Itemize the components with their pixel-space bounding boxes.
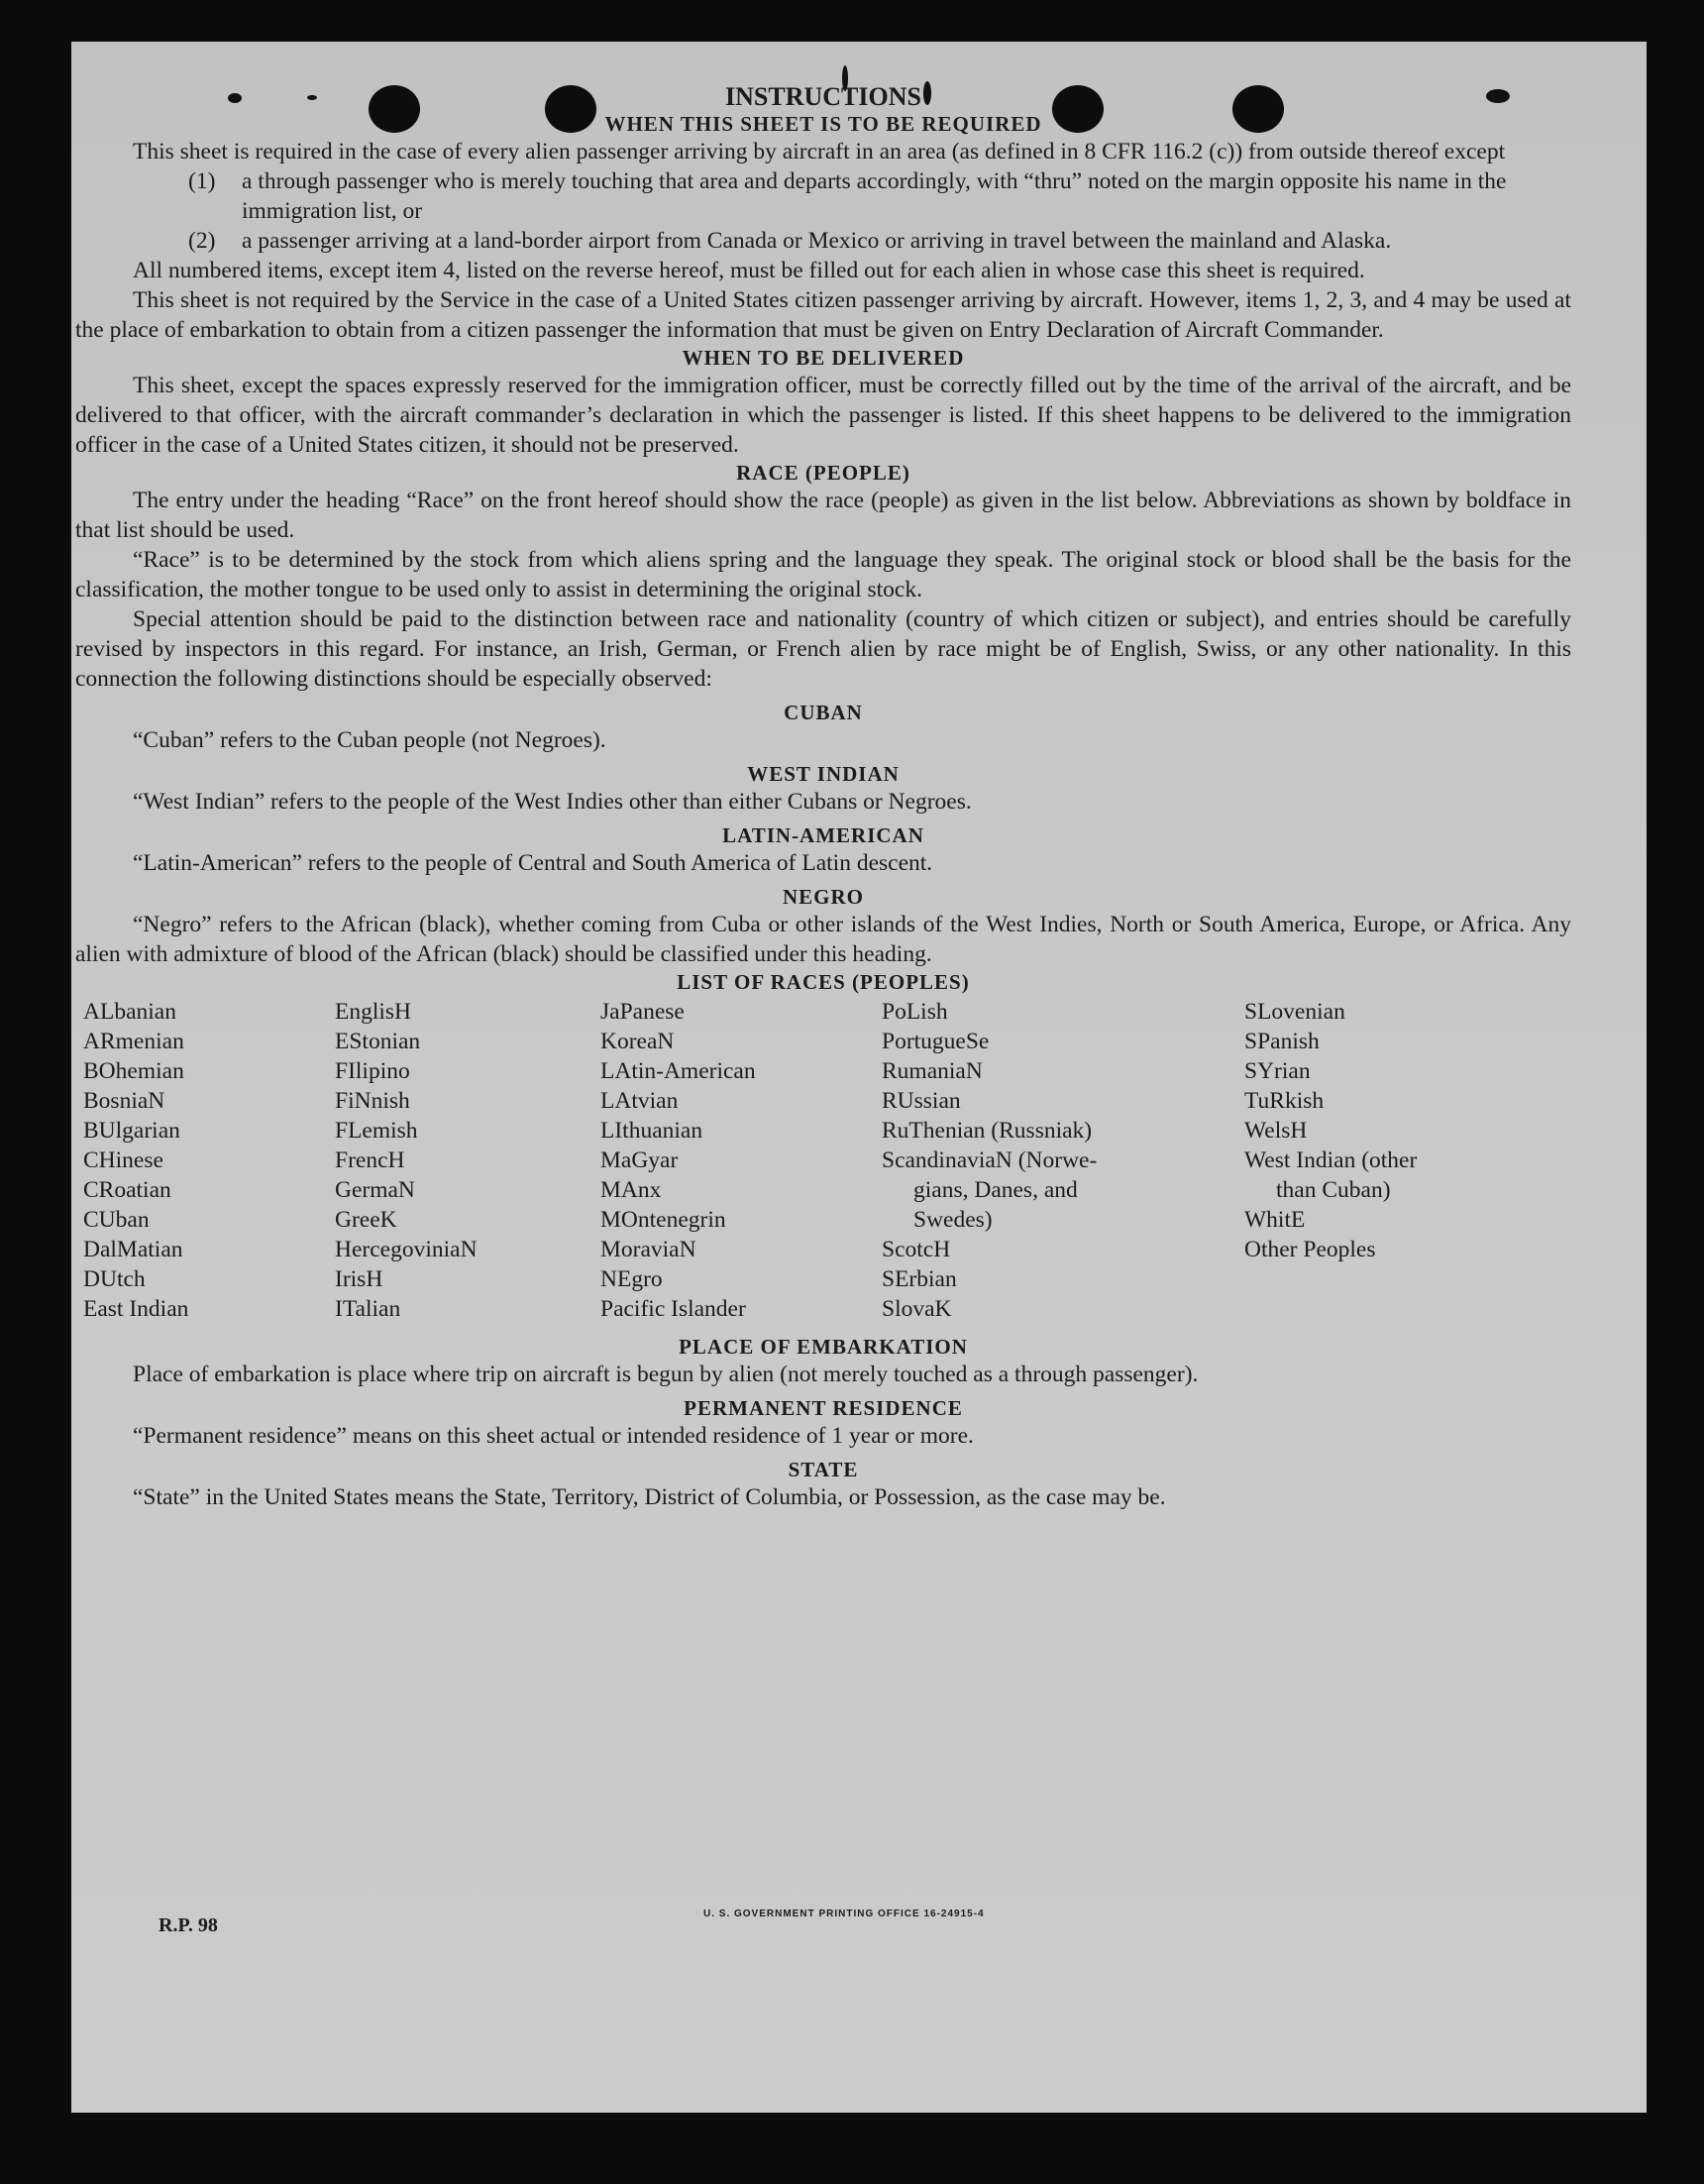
section-heading-permanent-residence: PERMANENT RESIDENCE [684,1396,963,1420]
race-item: FLemish [335,1118,418,1144]
race-item: CRoatian [83,1177,171,1203]
race-item: FIlipino [335,1058,410,1084]
section-heading-state: STATE [788,1458,859,1481]
form-number: R.P. 98 [159,1914,218,1936]
race-item: SErbian [882,1266,957,1292]
race-item: BUlgarian [83,1118,180,1144]
race-item: DUtch [83,1266,146,1292]
list-item [75,226,1571,256]
race-item: SlovaK [882,1296,952,1322]
paragraph: All numbered items, except item 4, listed on the reverse hereof, must be filled out for each alien in whose case this sheet is required. [133,258,1365,283]
paragraph: Special attention should be paid to the distinction between race and nationality (country of which citizen or subject), and entries should be carefully revised by inspectors in this regard. For instance, an Irish, German, or French alien by race might be of English, Swiss, or any other nationality. In this connection the following distinctions should be especially observed: [75,606,1571,692]
race-item: East Indian [83,1296,189,1322]
paragraph: “West Indian” refers to the people of the West Indies other than either Cubans or Negroes. [133,789,972,815]
race-column [1244,997,1417,1264]
item-number: (2) [188,228,216,254]
race-item: BOhemian [83,1058,184,1084]
section-heading-race: RACE (PEOPLE) [736,461,910,485]
race-column [882,997,1097,1324]
subheading-west-indian: WEST INDIAN [747,762,900,786]
race-item: EnglisH [335,999,412,1025]
race-column [83,997,188,1324]
race-item: GreeK [335,1207,397,1233]
race-item: PoLish [882,999,948,1025]
race-item-continued: gians, Danes, and [913,1177,1078,1203]
race-item: WelsH [1244,1118,1308,1144]
race-item: ScotcH [882,1237,951,1262]
race-item: RUssian [882,1088,961,1114]
race-item: CHinese [83,1147,163,1173]
printer-imprint: U. S. GOVERNMENT PRINTING OFFICE 16-24915-4 [703,1909,985,1919]
paragraph: The entry under the heading “Race” on the front hereof should show the race (people) as given in the list below. Abbreviations as shown by boldface in that list should be used. [75,488,1571,543]
race-item: RuThenian (Russniak) [882,1118,1093,1144]
paragraph: “Race” is to be determined by the stock from which aliens spring and the language they speak. The original stock or blood shall be the basis for the classification, the mother tongue to be used only to assist in determining the original stock. [75,547,1571,602]
paragraph: “Permanent residence” means on this sheet actual or intended residence of 1 year or more. [133,1423,974,1449]
race-item: MaGyar [600,1147,679,1173]
race-item-continued: Swedes) [913,1207,993,1233]
race-list [75,997,1571,1334]
item-text: a passenger arriving at a land-border airport from Canada or Mexico or arriving in travel between the mainland and Alaska. [242,228,1392,254]
subheading-latin-american: LATIN-AMERICAN [722,823,924,847]
race-item: EStonian [335,1029,421,1054]
paragraph: “Cuban” refers to the Cuban people (not Negroes). [133,727,606,753]
race-item: NEgro [600,1266,663,1292]
subheading-cuban: CUBAN [784,701,863,724]
race-item: Pacific Islander [600,1296,746,1322]
list-of-races-heading: LIST OF RACES (PEOPLES) [677,970,970,994]
race-item: LAtin-American [600,1058,756,1084]
section-heading-when-required: WHEN THIS SHEET IS TO BE REQUIRED [604,112,1042,136]
race-item: TuRkish [1244,1088,1325,1114]
race-item: IrisH [335,1266,383,1292]
race-item: SYrian [1244,1058,1311,1084]
race-item: DalMatian [83,1237,183,1262]
race-item: LAtvian [600,1088,679,1114]
race-item: SLovenian [1244,999,1345,1025]
section-heading-embarkation: PLACE OF EMBARKATION [679,1335,968,1359]
race-item: MAnx [600,1177,662,1203]
race-item: West Indian (other [1244,1147,1418,1173]
paragraph: Place of embarkation is place where trip on aircraft is begun by alien (not merely touched as a through passenger). [133,1362,1199,1387]
item-text: a through passenger who is merely touching that area and departs accordingly, with “thru” noted on the margin opposite his name in the immigration list, or [242,168,1507,224]
race-item: ARmenian [83,1029,184,1054]
race-column [600,997,756,1324]
page-title: INSTRUCTIONS [725,82,921,111]
race-item: PortugueSe [882,1029,990,1054]
race-item: Other Peoples [1244,1237,1376,1262]
subheading-negro: NEGRO [782,885,864,909]
race-item: KoreaN [600,1029,675,1054]
race-item: MOntenegrin [600,1207,726,1233]
paragraph: “Negro” refers to the African (black), whether coming from Cuba or other islands of the West Indies, North or South America, Europe, or Africa. Any alien with admixture of blood of the African (black) should be classified under this heading. [75,912,1571,967]
section-heading-when-delivered: WHEN TO BE DELIVERED [682,346,965,370]
instructions-body [75,83,1571,1512]
paragraph: This sheet is not required by the Service in the case of a United States citizen passenger arriving by aircraft. However, items 1, 2, 3, and 4 may be used at the place of embarkation to obtain from a citizen passenger the information that must be given on Entry Declaration of Aircraft Commander. [75,287,1571,343]
race-item: ALbanian [83,999,176,1025]
race-item: FrencH [335,1147,405,1173]
race-item: JaPanese [600,999,685,1025]
race-column [335,997,478,1324]
paragraph: “Latin-American” refers to the people of Central and South America of Latin descent. [133,850,933,876]
race-item: BosniaN [83,1088,165,1114]
paragraph: “State” in the United States means the State, Territory, District of Columbia, or Possession, as the case may be. [133,1484,1166,1510]
race-item: GermaN [335,1177,415,1203]
race-item: SPanish [1244,1029,1320,1054]
paragraph: This sheet is required in the case of every alien passenger arriving by aircraft in an area (as defined in 8 CFR 116.2 (c)) from outside thereof except [133,139,1506,164]
race-item: ScandinaviaN (Norwe- [882,1147,1098,1173]
race-item: ITalian [335,1296,401,1322]
item-number: (1) [188,168,216,194]
page-footer [79,1909,1575,1954]
race-item: WhitE [1244,1207,1306,1233]
race-item: MoraviaN [600,1237,696,1262]
race-item: FiNnish [335,1088,410,1114]
race-item: HercegoviniaN [335,1237,478,1262]
paragraph: This sheet, except the spaces expressly reserved for the immigration officer, must be correctly filled out by the time of the arrival of the aircraft, and be delivered to that officer, with the aircraft commander’s declaration in which the passenger is listed. If this sheet happens to be delivered to the immigration officer in the case of a United States citizen, it should not be preserved. [75,373,1571,458]
race-item-continued: than Cuban) [1276,1177,1391,1203]
race-item: CUban [83,1207,150,1233]
race-item: LIthuanian [600,1118,703,1144]
race-item: RumaniaN [882,1058,983,1084]
list-item [75,166,1571,226]
